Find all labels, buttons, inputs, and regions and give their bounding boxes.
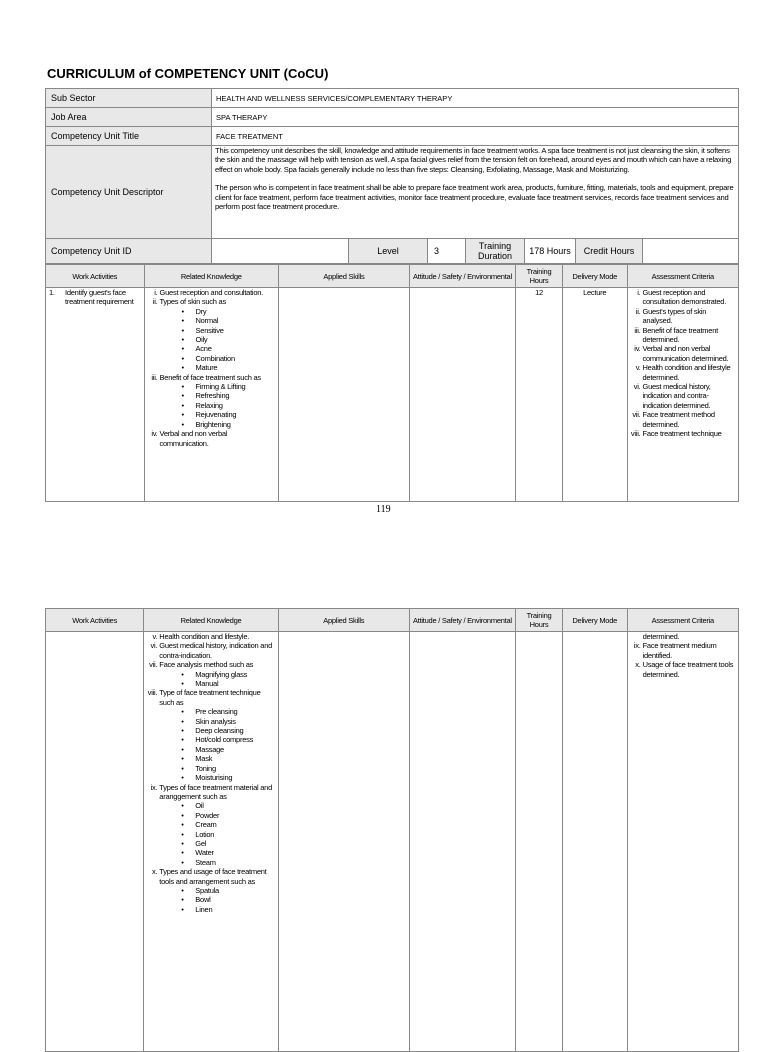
list-item: • Sensitive [182, 326, 276, 335]
header-training-hours: Training Hours [516, 609, 563, 632]
list-item: • Massage [181, 745, 275, 754]
descriptor-label: Competency Unit Descriptor [46, 146, 212, 239]
list-item: • Mature [182, 363, 276, 372]
header-delivery-mode: Delivery Mode [562, 265, 627, 288]
credit-hours-value [643, 239, 739, 264]
page-number: 119 [376, 504, 391, 515]
ac-item: vii. Face treatment method determined. [632, 410, 715, 429]
header-assessment-criteria: Assessment Criteria [627, 265, 739, 288]
header-attitude: Attitude / Safety / Environmental [409, 265, 515, 288]
attitude-cell [409, 288, 515, 502]
list-item: • Normal [182, 316, 276, 325]
header-assessment-criteria: Assessment Criteria [627, 609, 738, 632]
list-item: • Lotion [181, 830, 275, 839]
list-item: • Oily [182, 335, 276, 344]
rk-item: v. Health condition and lifestyle. [152, 632, 250, 641]
delivery-mode-cell: Lecture [562, 288, 627, 502]
list-item: • Spatula [181, 886, 275, 895]
list-item: • Pre cleansing [181, 707, 275, 716]
list-item: • Skin analysis [181, 717, 275, 726]
rk-item: x. Types and usage of face treatment tools and arrangement such as • Spatula • Bowl • Linen [147, 867, 275, 914]
sub-sector-label: Sub Sector [46, 89, 212, 108]
ac-item: iii. Benefit of face treatment determined. [634, 325, 718, 345]
list-item: • Relaxing [182, 401, 276, 410]
ac-item: determined. [642, 632, 680, 641]
list-item: • Cream [181, 820, 275, 829]
ac-item: vi. Guest medical history, indication and contra-indication determined. [633, 382, 711, 410]
list-item: • Linen [181, 905, 275, 914]
list-item: • Mask [181, 754, 275, 763]
applied-skills-cell [279, 288, 410, 502]
header-related-knowledge: Related Knowledge [144, 265, 279, 288]
list-item: • Powder [181, 811, 275, 820]
descriptor-value [212, 146, 739, 239]
list-item: • Water [181, 848, 275, 857]
delivery-mode-cell [562, 632, 627, 1052]
ac-item: viii. Face treatment technique [630, 429, 722, 439]
training-hours-cell [516, 632, 563, 1052]
activities-table-2 [45, 608, 739, 1052]
rk-item: vii. Face analysis method such as • Magnifying glass • Manual [147, 660, 275, 688]
page-title: CURRICULUM of COMPETENCY UNIT (CoCU) [47, 66, 329, 81]
list-item: • Bowl [181, 895, 275, 904]
list-item: • Acne [182, 344, 276, 353]
rk-item: iv. Verbal and non verbal communication. [151, 429, 228, 448]
ac-item: v. Health condition and lifestyle determined. [635, 363, 731, 382]
list-item: • Steam [181, 858, 275, 867]
header-related-knowledge: Related Knowledge [144, 609, 279, 632]
training-duration-value: 178 Hours [525, 239, 576, 264]
rk-item: ii. Types of skin such as • Dry • Normal • Sensitive • Oily • Acne • Combination • Mature [148, 297, 276, 372]
related-knowledge-cell [144, 632, 279, 1052]
header-work-activities: Work Activities [46, 609, 144, 632]
ac-item: iv. Verbal and non verbal communication determined. [634, 344, 729, 363]
header-applied-skills: Applied Skills [279, 265, 410, 288]
assessment-criteria-cell [627, 632, 738, 1052]
sub-sector-value: HEALTH AND WELLNESS SERVICES/COMPLEMENTARY THERAPY [212, 89, 739, 108]
level-label: Level [349, 239, 428, 264]
list-item: • Moisturising [181, 773, 275, 782]
header-work-activities: Work Activities [46, 265, 145, 288]
list-item: • Refreshing [182, 391, 276, 400]
list-item: • Magnifying glass [181, 670, 275, 679]
job-area-label: Job Area [46, 108, 212, 127]
descriptor-paragraph-1: This competency unit describes the skill, knowledge and attitude requirements in face treatment works. A spa face treatment is not just cleansing the skin, it softens the skin and the massage will help with tension as well. A spa facial gives relief from the tension felt on forehead, around eyes and mouth which can have a relaxing effect on whole body. Spa facials generally include no less than five steps: Cleansing, Exfoliating, Massage, Mask and Moisturizing. [215, 146, 732, 174]
work-activity-cell [46, 632, 144, 1052]
list-item: • Rejuvenating [182, 410, 276, 419]
list-item: • Brightening [182, 420, 276, 429]
list-item: • Manual [181, 679, 275, 688]
list-item: • Gel [181, 839, 275, 848]
cu-id-label: Competency Unit ID [46, 239, 212, 264]
list-item: • Toning [181, 764, 275, 773]
cu-id-value [212, 239, 349, 264]
work-activity-number: 1. [49, 288, 55, 297]
level-value: 3 [428, 239, 466, 264]
ac-item: x. Usage of face treatment tools determined. [635, 660, 734, 679]
work-activity-1 [46, 288, 145, 502]
rk-item: i. Guest reception and consultation. [154, 288, 264, 297]
list-item: • Oil [181, 801, 275, 810]
descriptor-paragraph-2: The person who is competent in face treatment shall be able to prepare face treatment work area, products, furniture, fitting, materials, tools and equipment, prepare client for face treatment, perform face treatment activities, monitor face treatment procedure, evaluate face treatment services, records face treatment services and perform post face treatment procedure. [215, 183, 734, 212]
list-item: • Deep cleansing [181, 726, 275, 735]
info-table [45, 88, 739, 264]
ac-item: ix. Face treatment medium identified. [633, 641, 717, 660]
cu-title-value: FACE TREATMENT [212, 127, 739, 146]
list-item: • Hot/cold compress [181, 735, 275, 744]
training-hours-cell: 12 [516, 288, 563, 502]
header-attitude: Attitude / Safety / Environmental [409, 609, 515, 632]
training-duration-label: Training Duration [466, 239, 525, 264]
credit-hours-label: Credit Hours [576, 239, 643, 264]
cu-title-label: Competency Unit Title [46, 127, 212, 146]
ac-item: ii. Guest's types of skin analysed. [635, 306, 707, 326]
rk-item: iii. Benefit of face treatment such as • Firming & Lifting • Refreshing • Relaxing • Rejuvenating • Brightening [148, 373, 276, 429]
applied-skills-cell [278, 632, 409, 1052]
rk-item: vi. Guest medical history, indication and contra-indication. [150, 641, 273, 660]
work-activity-text: Identify guest's face treatment requirement [65, 288, 134, 307]
related-knowledge-cell [144, 288, 279, 502]
ac-item: i. Guest reception and consultation demonstrated. [637, 288, 727, 307]
assessment-criteria-cell [627, 288, 739, 502]
list-item: • Firming & Lifting [182, 382, 276, 391]
job-area-value: SPA THERAPY [212, 108, 739, 127]
rk-item: viii. Type of face treatment technique such as • Pre cleansing • Skin analysis • Deep cleansing • Hot/cold compress • Massage • Mask • Toning • Moisturising [147, 688, 275, 782]
header-training-hours: Training Hours [516, 265, 563, 288]
activities-table-1 [45, 264, 739, 502]
header-delivery-mode: Delivery Mode [562, 609, 627, 632]
attitude-cell [409, 632, 515, 1052]
rk-item: ix. Types of face treatment material and aranggement such as • Oil • Powder • Cream • Lotion • Gel • Water • Steam [147, 783, 275, 868]
list-item: • Dry [182, 307, 276, 316]
header-applied-skills: Applied Skills [278, 609, 409, 632]
list-item: • Combination [182, 354, 276, 363]
